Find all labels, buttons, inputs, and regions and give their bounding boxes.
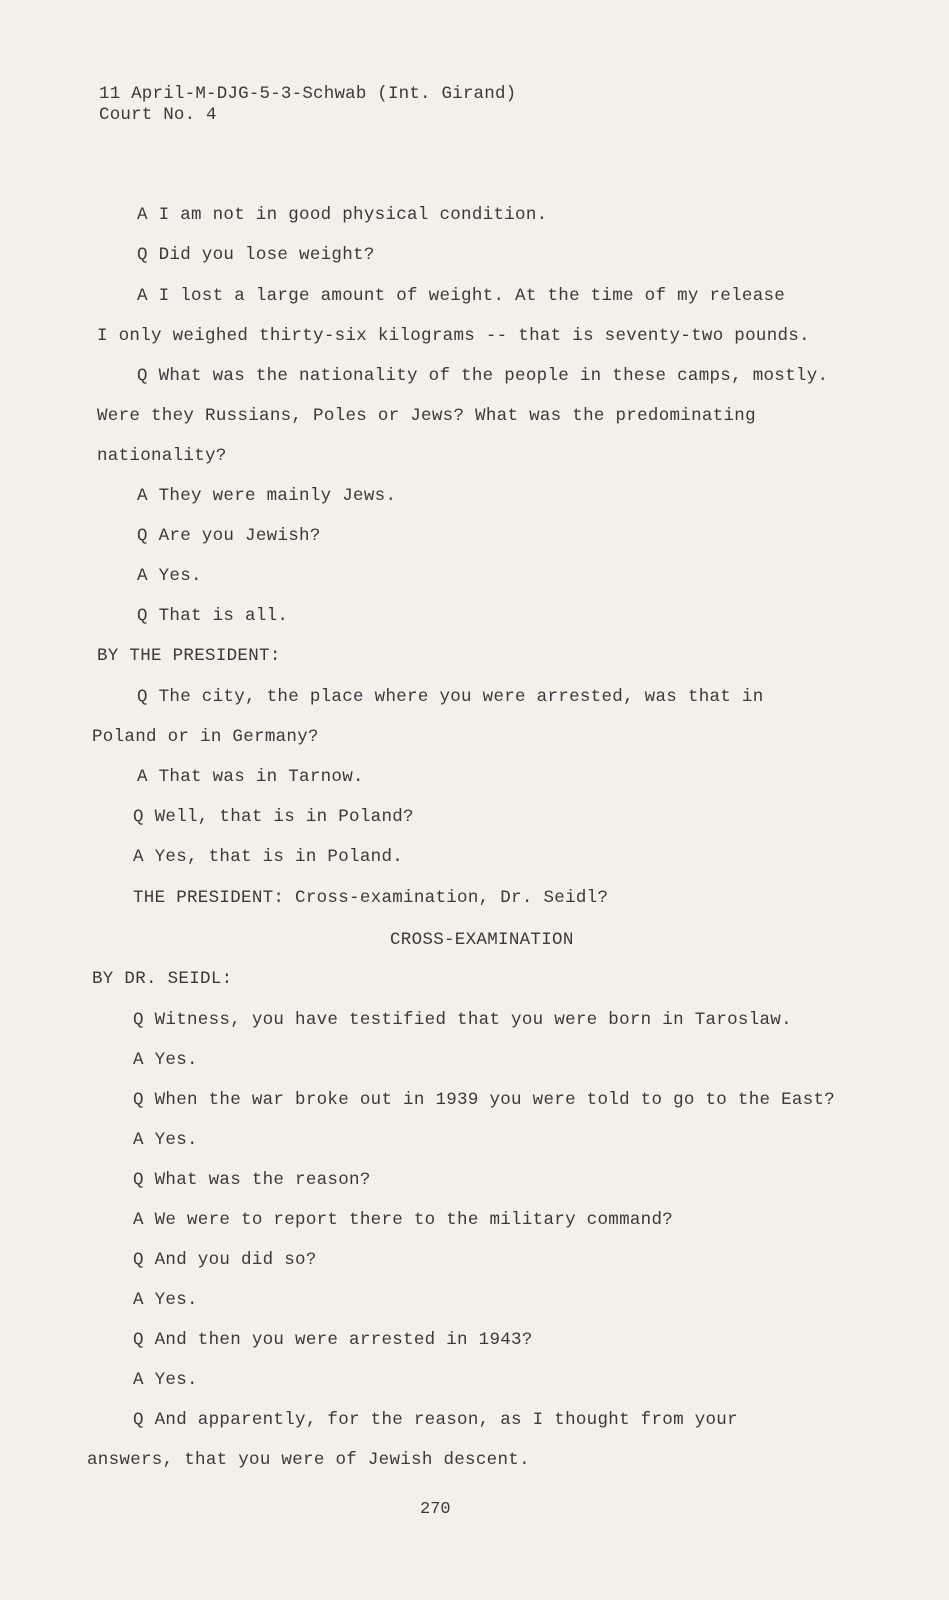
page-number: 270: [420, 1500, 451, 1519]
transcript-line: A I lost a large amount of weight. At the time of my release: [137, 286, 786, 306]
transcript-line: A That was in Tarnow.: [137, 767, 364, 787]
transcript-line: I only weighed thirty-six kilograms -- that is seventy-two pounds.: [97, 326, 810, 346]
transcript-line: A Yes.: [133, 1130, 198, 1150]
transcript-line: Q And you did so?: [133, 1250, 317, 1270]
document-header: [99, 84, 516, 126]
speaker-heading: BY DR. SEIDL:: [92, 969, 233, 989]
transcript-line: A Yes, that is in Poland.: [133, 847, 404, 867]
transcript-line: A I am not in good physical condition.: [137, 205, 548, 225]
transcript-line: Were they Russians, Poles or Jews? What was the predominating: [97, 406, 756, 426]
transcript-line: A Yes.: [133, 1370, 198, 1390]
transcript-line: nationality?: [97, 446, 227, 466]
transcript-line: Q Well, that is in Poland?: [133, 807, 414, 827]
transcript-line: Q What was the nationality of the people in these camps, mostly.: [137, 366, 829, 386]
transcript-line: Poland or in Germany?: [92, 727, 319, 747]
header-reference: 11 April-M-DJG-5-3-Schwab (Int. Girand): [99, 84, 517, 104]
transcript-line: THE PRESIDENT: Cross-examination, Dr. Seidl?: [133, 888, 609, 908]
transcript-line: A They were mainly Jews.: [137, 486, 397, 506]
transcript-line: Q When the war broke out in 1939 you were told to go to the East?: [133, 1090, 836, 1110]
transcript-line: A Yes.: [137, 566, 202, 586]
transcript-line: Q Did you lose weight?: [137, 245, 375, 265]
transcript-line: answers, that you were of Jewish descent.: [87, 1450, 530, 1470]
transcript-line: A We were to report there to the military command?: [133, 1210, 674, 1230]
transcript-line: Q Witness, you have testified that you were born in Taroslaw.: [133, 1010, 792, 1030]
section-heading: CROSS-EXAMINATION: [390, 930, 574, 950]
transcript-line: Q Are you Jewish?: [137, 526, 321, 546]
transcript-line: Q What was the reason?: [133, 1170, 371, 1190]
transcript-line: A Yes.: [133, 1050, 198, 1070]
transcript-line: Q The city, the place where you were arrested, was that in: [137, 687, 764, 707]
transcript-line: Q And then you were arrested in 1943?: [133, 1330, 533, 1350]
header-court: Court No. 4: [99, 105, 217, 125]
speaker-heading: BY THE PRESIDENT:: [97, 646, 281, 666]
transcript-line: Q And apparently, for the reason, as I thought from your: [133, 1410, 738, 1430]
transcript-line: Q That is all.: [137, 606, 289, 626]
transcript-line: A Yes.: [133, 1290, 198, 1310]
